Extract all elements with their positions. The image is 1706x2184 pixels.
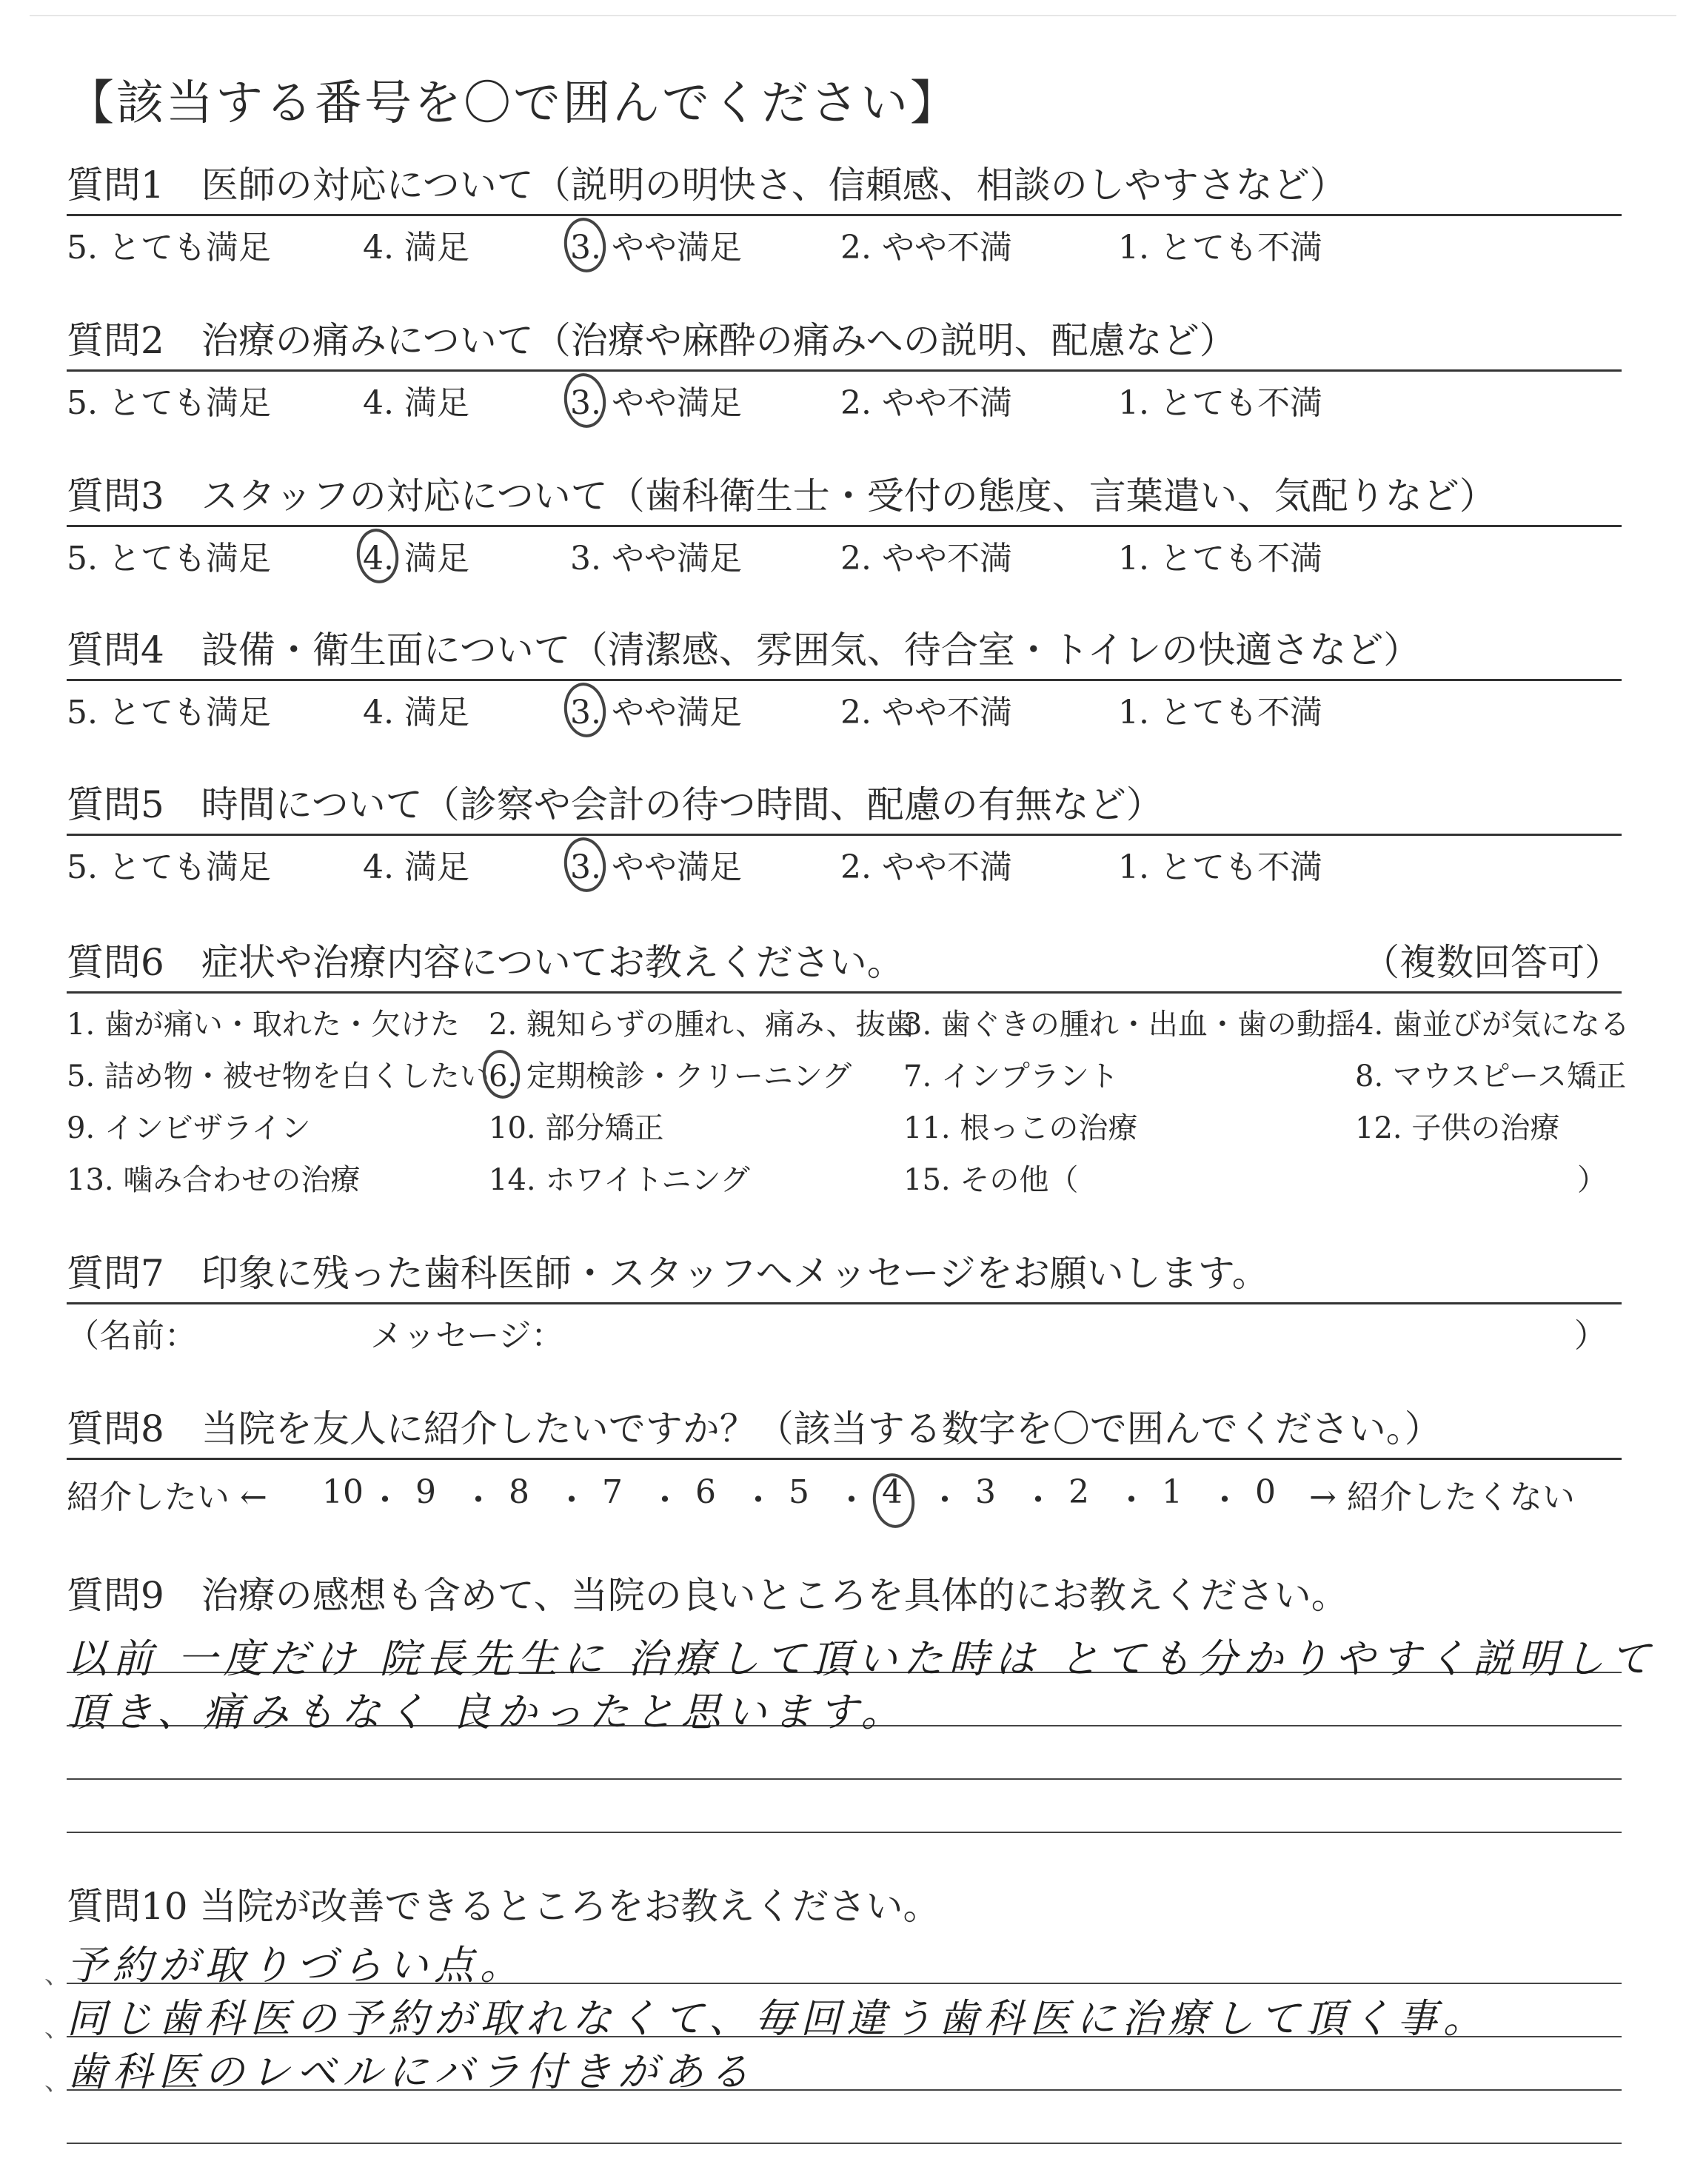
question-4-title: 質問4 設備・衛生面について（清潔感、雰囲気、待合室・トイレの快適さなど） [67, 629, 1421, 671]
scale-separator-label: ・ [1022, 1481, 1054, 1519]
rating-option[interactable]: 1. とても不満 [1118, 229, 1322, 267]
scale-value-label: 8 [509, 1473, 529, 1511]
rating-options [67, 836, 1622, 886]
symptom-option[interactable] [489, 1105, 663, 1147]
recommend-scale [67, 1467, 1622, 1519]
bullet-mark: 、 [44, 1960, 70, 1990]
scale-value-label: 9 [415, 1473, 436, 1511]
rating-option[interactable]: 2. やや不満 [840, 540, 1012, 577]
symptom-option[interactable] [489, 1001, 915, 1043]
rating-options [67, 527, 1622, 577]
scale-separator [555, 1470, 588, 1518]
handwritten-answer-line-1: 以前 一度だけ 院長先生に 治療して頂いた時は とても分かりやすく説明して [67, 1635, 1656, 1682]
rating-option[interactable]: 1. とても不満 [1118, 694, 1322, 731]
bullet-mark: 、 [44, 2014, 70, 2043]
rating-option[interactable] [570, 686, 742, 733]
symptom-option[interactable] [1355, 1001, 1630, 1043]
option-row [67, 1045, 1627, 1097]
rating-option[interactable]: 5. とても満足 [67, 540, 271, 577]
scale-value[interactable] [882, 1470, 903, 1511]
scale-separator-label: ・ [1115, 1481, 1148, 1519]
symptom-option-label: 11. 根っこの治療 [903, 1111, 1138, 1145]
scale-separator-label: ・ [369, 1481, 401, 1519]
scale-separator [649, 1470, 681, 1518]
symptom-option[interactable] [67, 1156, 360, 1199]
question-2 [67, 315, 1622, 422]
scale-separator-label: ・ [929, 1481, 961, 1519]
question-5 [67, 779, 1622, 886]
symptom-option[interactable] [903, 1053, 1119, 1095]
scale-value[interactable] [1068, 1470, 1089, 1511]
rating-option[interactable]: 4. 満足 [363, 384, 469, 422]
rating-option[interactable] [570, 376, 742, 423]
scale-value-label: 0 [1255, 1473, 1276, 1511]
scale-value[interactable] [602, 1470, 623, 1511]
symptom-option-label: 8. マウスピース矯正 [1355, 1059, 1627, 1093]
scale-separator-label: ・ [835, 1481, 868, 1519]
symptom-option[interactable] [67, 1053, 489, 1095]
scale-separator [369, 1470, 401, 1518]
rating-option[interactable]: 1. とても不満 [1118, 540, 1322, 577]
rating-option-label: 3. やや満足 [570, 694, 742, 731]
rating-option[interactable]: 5. とても満足 [67, 848, 271, 886]
rating-option-label: 3. やや満足 [570, 848, 742, 886]
rating-option[interactable]: 3. やや満足 [570, 540, 742, 577]
symptom-option-label: 12. 子供の治療 [1355, 1111, 1560, 1145]
message-label: メッセージ： [370, 1317, 564, 1355]
scale-separator [742, 1470, 775, 1518]
scale-separator [1022, 1470, 1054, 1518]
symptom-option[interactable] [489, 1053, 852, 1095]
scale-value-label: 10 [322, 1473, 364, 1511]
option-row [67, 994, 1630, 1045]
symptom-option[interactable] [67, 1001, 460, 1043]
scale-value[interactable] [695, 1470, 716, 1511]
symptom-option-label: 10. 部分矯正 [489, 1111, 664, 1145]
scale-value-label: 1 [1162, 1473, 1183, 1511]
scale-value[interactable] [975, 1470, 996, 1511]
symptom-option-label: 2. 親知らずの腫れ、痛み、抜歯 [489, 1008, 915, 1042]
answer-line [67, 1778, 1622, 1780]
symptom-option-label: 1. 歯が痛い・取れた・欠けた [67, 1008, 460, 1042]
rating-option[interactable]: 2. やや不満 [840, 229, 1012, 267]
scale-separator-label: ・ [555, 1481, 588, 1519]
scale-value[interactable] [1162, 1470, 1183, 1511]
rating-options [67, 216, 1622, 267]
scale-separator [1115, 1470, 1148, 1518]
scale-value-label: 2 [1068, 1473, 1089, 1511]
question-7 [67, 1247, 1622, 1355]
scale-value-label: 6 [695, 1473, 716, 1511]
scale-value[interactable] [1255, 1470, 1276, 1511]
handwritten-answer-line-1: 予約が取りづらい点。 [67, 1942, 526, 1989]
question-1 [67, 159, 1622, 267]
question-1-title: 質問1 医師の対応について（説明の明快さ、信頼感、相談のしやすさなど） [67, 164, 1347, 207]
scale-value-label: 3 [975, 1473, 996, 1511]
symptom-option[interactable] [903, 1105, 1137, 1147]
scale-value[interactable] [415, 1470, 436, 1511]
rating-options [67, 372, 1622, 422]
question-10 [44, 1880, 1622, 2184]
rating-option-label: 3. やや満足 [570, 384, 742, 422]
question-7-title: 質問7 印象に残った歯科医師・スタッフへメッセージをお願いします。 [67, 1252, 1269, 1295]
other-close-paren: ） [1577, 1163, 1607, 1197]
symptom-option-label: 15. その他（ [903, 1163, 1079, 1197]
question-2-title: 質問2 治療の痛みについて（治療や麻酔の痛みへの説明、配慮など） [67, 319, 1237, 362]
scale-value-label: 4 [882, 1473, 903, 1511]
rating-option[interactable]: 5. とても満足 [67, 229, 271, 267]
rating-option-label: 3. やや満足 [570, 229, 742, 267]
rating-option[interactable] [570, 221, 742, 268]
question-10-title: 質問10 当院が改善できるところをお教えください。 [67, 1885, 940, 1928]
message-close-paren: ） [1574, 1317, 1607, 1355]
question-8-title: 質問8 当院を友人に紹介したいですか？（該当する数字を〇で囲んでください。） [67, 1407, 1442, 1450]
rating-option[interactable]: 4. 満足 [363, 229, 469, 267]
symptom-option-label: 5. 詰め物・被せ物を白くしたい [67, 1059, 489, 1093]
symptom-option-label: 9. インビザライン [67, 1111, 311, 1145]
rating-option[interactable]: 1. とても不満 [1118, 384, 1322, 422]
symptom-option[interactable] [67, 1105, 311, 1147]
form-heading: 【該当する番号を〇で囲んでください】 [67, 76, 960, 131]
rating-option[interactable]: 2. やや不満 [840, 848, 1012, 886]
scale-value-label: 5 [789, 1473, 809, 1511]
bullet-mark: 、 [44, 2067, 70, 2097]
scale-separator [835, 1470, 868, 1518]
recommend-left-label: 紹介したい ← [67, 1478, 267, 1516]
symptom-option-label: 3. 歯ぐきの腫れ・出血・歯の動揺 [903, 1008, 1356, 1042]
question-4 [67, 624, 1622, 731]
scale-separator [929, 1470, 961, 1518]
handwritten-answer-line-3: 歯科医のレベルにバラ付きがある [67, 2049, 755, 2095]
handwritten-answer-line-2: 頂き、痛みもなく 良かったと思います。 [67, 1689, 907, 1735]
rating-option-label: 4. 満足 [363, 540, 469, 577]
name-label: （名前： [67, 1317, 197, 1355]
scale-separator [462, 1470, 495, 1518]
scale-separator-label: ・ [462, 1481, 495, 1519]
question-5-title: 質問5 時間について（診察や会計の待つ時間、配慮の有無など） [67, 783, 1163, 826]
symptom-option-label: 6. 定期検診・クリーニング [489, 1059, 852, 1093]
scale-separator-label: ・ [742, 1481, 775, 1519]
rating-option[interactable]: 5. とても満足 [67, 694, 271, 731]
symptom-option-label: 7. インプラント [903, 1059, 1119, 1093]
recommend-right-label: → 紹介したくない [1309, 1478, 1575, 1516]
scale-value-label: 7 [602, 1473, 623, 1511]
rating-option[interactable]: 2. やや不満 [840, 694, 1012, 731]
multi-answer-note: （複数回答可） [1362, 941, 1622, 984]
question-6-title: 質問6 症状や治療内容についてお教えください。 [67, 941, 904, 984]
scale-value[interactable] [789, 1470, 809, 1511]
question-10-answer-area [44, 1932, 1622, 2184]
symptom-option[interactable] [489, 1156, 750, 1199]
question-3-title: 質問3 スタッフの対応について（歯科衛生士・受付の態度、言葉遣い、気配りなど） [67, 475, 1496, 517]
question-6-options [67, 994, 1630, 1201]
rating-option[interactable] [363, 532, 469, 579]
scale-separator [1208, 1470, 1241, 1518]
option-row [67, 1149, 1622, 1201]
rating-option[interactable]: 5. とても満足 [67, 384, 271, 422]
answer-line [67, 1832, 1622, 1833]
symptom-option[interactable] [1355, 1053, 1626, 1095]
question-7-fields [67, 1304, 1622, 1355]
question-8 [67, 1403, 1622, 1519]
question-9 [67, 1570, 1656, 1873]
page-top-edge [30, 15, 1676, 16]
rating-option[interactable]: 4. 満足 [363, 848, 469, 886]
rating-option[interactable] [570, 840, 742, 888]
question-3 [67, 470, 1622, 577]
symptom-option[interactable] [903, 1001, 1356, 1043]
question-8-rule [67, 1458, 1622, 1460]
rating-option[interactable]: 4. 満足 [363, 694, 469, 731]
rating-option[interactable]: 1. とても不満 [1118, 848, 1322, 886]
scale-value[interactable] [322, 1470, 364, 1511]
scale-value[interactable] [509, 1470, 529, 1511]
scale-separator-label: ・ [1208, 1481, 1241, 1519]
question-6 [67, 937, 1630, 1201]
rating-option[interactable]: 2. やや不満 [840, 384, 1012, 422]
symptom-option[interactable] [1355, 1105, 1559, 1147]
question-9-answer-area [67, 1621, 1656, 1873]
handwritten-answer-line-2: 同じ歯科医の予約が取れなくて、毎回違う歯科医に治療して頂く事。 [67, 1995, 1489, 2042]
rating-options [67, 681, 1622, 731]
question-9-title: 質問9 治療の感想も含めて、当院の良いところを具体的にお教えください。 [67, 1574, 1348, 1617]
symptom-option[interactable] [903, 1156, 1078, 1199]
symptom-option-label: 14. ホワイトニング [489, 1163, 750, 1197]
symptom-option-label: 4. 歯並びが気になる [1355, 1008, 1630, 1042]
symptom-option-label: 13. 噛み合わせの治療 [67, 1163, 361, 1197]
answer-line [67, 2143, 1622, 2144]
scale-separator-label: ・ [649, 1481, 681, 1519]
option-row [67, 1097, 1622, 1149]
